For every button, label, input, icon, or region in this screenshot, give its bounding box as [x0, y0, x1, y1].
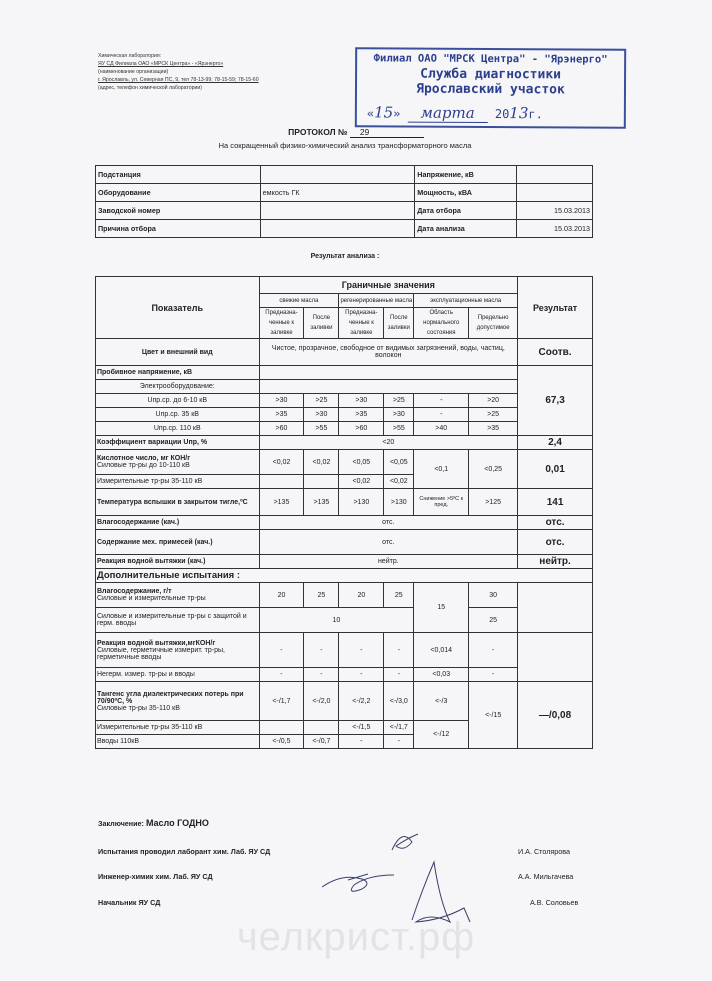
wr2-cell: - [304, 668, 339, 682]
protocol-label: ПРОТОКОЛ № [288, 127, 348, 137]
header-fresh-intended: Предназна-ченные к заливке [259, 308, 304, 339]
u3-cell: >35 [469, 422, 518, 436]
acid1-cell: <0,1 [414, 450, 469, 489]
tg3-cell: <-/0,7 [304, 735, 339, 749]
signature-name-3: А.В. Соловьев [530, 898, 579, 907]
protocol-number: 29 [350, 127, 424, 138]
u1-label: Uпр.ср. до 6-10 кВ [96, 394, 260, 408]
u1-cell: >30 [259, 394, 304, 408]
moist-sub1: Силовые и измерительные тр-ры [97, 595, 206, 602]
header-oper: эксплуатационные масла [414, 294, 518, 308]
lab-label: Химическая лаборатория: [98, 53, 162, 59]
substation-label: Подстанция [96, 166, 261, 184]
lab-address-note: (адрес, телефон химической лаборатории) [98, 85, 203, 91]
conclusion-label: Заключение: [98, 819, 144, 828]
u2-label: Uпр.ср. 35 кВ [96, 408, 260, 422]
sample-date-value: 15.03.2013 [517, 202, 593, 220]
u3-cell: >40 [414, 422, 469, 436]
stamp-line1: Филиал ОАО "МРСК Центра" - "Ярэнерго" [373, 52, 608, 66]
wr2-cell: - [384, 668, 414, 682]
acid1-cell: <0,02 [259, 450, 304, 475]
u3-cell: >60 [339, 422, 384, 436]
equip-label: Электрооборудование: [96, 380, 260, 394]
moisture-result: отс. [518, 516, 593, 530]
u2-cell: >25 [469, 408, 518, 422]
header-fresh-after: После заливки [304, 308, 339, 339]
wr1-cell: - [339, 633, 384, 668]
color-result: Соотв. [518, 339, 593, 366]
wr-label: Реакция водной вытяжки,мгКОН/г [97, 639, 216, 647]
u2-cell: >30 [384, 408, 414, 422]
moist1-cell: 20 [339, 583, 384, 608]
acid-label: Кислотное число, мг КОН/г [97, 455, 191, 462]
tg3-cell: - [339, 735, 384, 749]
signature-name-1: И.А. Столярова [518, 847, 571, 856]
wr-sub1: Силовые, герметичные измерит. тр-ры, герметичные вводы [97, 646, 225, 661]
mech-limit: отс. [259, 530, 518, 555]
analysis-date-label: Дата анализа [415, 220, 517, 238]
acid1-cell: <0,02 [304, 450, 339, 475]
flash-label: Температура вспышки в закрытом тигле,ºС [96, 489, 260, 516]
serial-label: Заводской номер [96, 202, 261, 220]
u1-cell: >25 [384, 394, 414, 408]
tg1-cell: <-/2,2 [339, 682, 384, 721]
wr1-cell: - [259, 633, 304, 668]
header-regen-after: После заливки [384, 308, 414, 339]
power-label: Мощность, кВА [415, 184, 517, 202]
lab-name: ЯУ СД Филиала ОАО «МРСК Центра» - «Ярэнерго» [98, 61, 224, 67]
moist1-cell: 25 [304, 583, 339, 608]
u2-cell: >35 [259, 408, 304, 422]
wr1-cell: - [384, 633, 414, 668]
reason-label: Причина отбора [96, 220, 261, 238]
header-regen-intended: Предназна-ченные к заливке [339, 308, 384, 339]
water-label: Реакция водной вытяжки (кач.) [96, 555, 260, 569]
stamp-day: 15 [374, 103, 394, 122]
acid2-cell: <0,02 [339, 475, 384, 489]
equipment-label: Оборудование [96, 184, 261, 202]
wr-sub2: Негерм. измер. тр-ры и вводы [96, 668, 260, 682]
moist1-cell: 20 [259, 583, 304, 608]
moist-gt-label: Влагосодержание, г/т [97, 588, 172, 595]
stamp-month: марта [420, 103, 475, 122]
signature-name-2: А.А. Мильгачева [518, 872, 574, 881]
wr2-cell: - [259, 668, 304, 682]
u1-cell: >30 [339, 394, 384, 408]
wr2-cell: <0,03 [414, 668, 469, 682]
wr1-cell: - [469, 633, 518, 668]
header-normal: Область нормального состояния [414, 308, 469, 339]
tg-sub1: Силовые тр-ры 35-110 кВ [97, 704, 180, 712]
signature-role-1: Испытания проводил лаборант хим. Лаб. ЯУ СД [98, 847, 271, 856]
u2-cell: - [414, 408, 469, 422]
stamp-year-g: г. [528, 107, 543, 122]
acid1-cell: <0,25 [469, 450, 518, 489]
equipment-value: емкость ГК [260, 184, 415, 202]
acid-result: 0,01 [518, 450, 593, 489]
moist-sub2: Силовые и измерительные тр-ры с защитой и герм. вводы [96, 608, 260, 633]
flash-cell: >130 [384, 489, 414, 516]
u1-cell: >20 [469, 394, 518, 408]
result-title: Результат анализа : [310, 253, 380, 260]
moist1-cell: 30 [469, 583, 518, 608]
wr1-cell: - [304, 633, 339, 668]
acid-sub2: Измерительные тр-ры 35-110 кВ [96, 475, 260, 489]
stamp-year-suffix: 13 [509, 104, 529, 123]
u2-cell: >35 [339, 408, 384, 422]
tg2-cell: <-/12 [414, 721, 469, 749]
variation-result: 2,4 [518, 436, 593, 450]
lab-address: г. Ярославль, ул. Северная ПС, 9, тел 78-13-99; 78-15-59; 78-15-60 [98, 77, 259, 83]
acid1-cell: <0,05 [339, 450, 384, 475]
tg1-cell: <-/3,0 [384, 682, 414, 721]
u3-cell: >55 [384, 422, 414, 436]
header-limits: Граничные значения [259, 277, 518, 294]
acid1-cell: <0,05 [384, 450, 414, 475]
u3-cell: >55 [304, 422, 339, 436]
moisture-label: Влагосодержание (кач.) [96, 516, 260, 530]
additional-title: Дополнительные испытания : [96, 569, 593, 583]
flash-cell: >135 [304, 489, 339, 516]
u1-cell: - [414, 394, 469, 408]
acid-sub1: Силовые тр-ры до 10-110 кВ [97, 462, 190, 469]
signature-role-3: Начальник ЯУ СД [98, 898, 161, 907]
protocol-subtitle: На сокращенный физико-химический анализ трансформаторного масла [218, 141, 472, 150]
water-result: нейтр. [518, 555, 593, 569]
stamp-line3: Ярославский участок [416, 81, 565, 98]
moist2-limit: 10 [259, 608, 414, 633]
tg1-cell: <-/15 [469, 682, 518, 749]
wr1-cell: <0,014 [414, 633, 469, 668]
color-limit: Чистое, прозрачное, свободное от видимых загрязнений, воды, частиц, волокон [259, 339, 518, 366]
header-regen: регенерированные масла [339, 294, 414, 308]
watermark: челкрист.рф [236, 915, 476, 959]
breakdown-label: Пробивное напряжение, кВ [96, 366, 260, 380]
tg1-cell: <-/1,7 [259, 682, 304, 721]
voltage-label: Напряжение, кВ [415, 166, 517, 184]
wr2-cell: - [469, 668, 518, 682]
header-indicator: Показатель [96, 277, 260, 339]
header-result: Результат [518, 277, 593, 339]
u3-cell: >60 [259, 422, 304, 436]
tg2-cell: <-/1,5 [339, 721, 384, 735]
analysis-date-value: 15.03.2013 [517, 220, 593, 238]
stamp-date: «15» марта 2013г. [366, 103, 543, 123]
water-limit: нейтр. [259, 555, 518, 569]
tg1-cell: <-/3 [414, 682, 469, 721]
stamp-line2: Служба диагностики [420, 66, 562, 83]
tg3-cell: <-/0,5 [259, 735, 304, 749]
flash-cell: Снижение >5ºС к пред. [414, 489, 469, 516]
flash-cell: >135 [259, 489, 304, 516]
signature-mark-3 [412, 862, 470, 922]
sample-date-label: Дата отбора [415, 202, 517, 220]
variation-label: Коэффициент вариации Uпр, % [96, 436, 260, 450]
header-max: Предельно допустимое [469, 308, 518, 339]
tg-label: Тангенс угла диэлектрических потерь при 70/90ºС, % [97, 690, 244, 705]
wr2-cell: - [339, 668, 384, 682]
flash-cell: >130 [339, 489, 384, 516]
mech-label: Содержание мех. примесей (кач.) [96, 530, 260, 555]
conclusion-value: Масло ГОДНО [145, 818, 209, 828]
tg-sub3: Вводы 110кВ [96, 735, 260, 749]
lab-name-note: (наименование организации) [98, 69, 169, 75]
moist2-max: 25 [469, 608, 518, 633]
tg1-cell: <-/2,0 [304, 682, 339, 721]
acid2-cell: <0,02 [384, 475, 414, 489]
signature-mark-2 [322, 874, 394, 891]
u1-cell: >25 [304, 394, 339, 408]
flash-result: 141 [518, 489, 593, 516]
tg-sub2: Измерительные тр-ры 35-110 кВ [96, 721, 260, 735]
flash-cell: >125 [469, 489, 518, 516]
moist1-cell: 25 [384, 583, 414, 608]
variation-limit: <20 [259, 436, 518, 450]
moisture-limit: отс. [259, 516, 518, 530]
u3-label: Uпр.ср. 110 кВ [96, 422, 260, 436]
color-label: Цвет и внешний вид [96, 339, 260, 366]
tg2-cell: <-/1,7 [384, 721, 414, 735]
signature-role-2: Инженер-химик хим. Лаб. ЯУ СД [98, 872, 213, 881]
u2-cell: >30 [304, 408, 339, 422]
tg-result: —/0,08 [518, 682, 593, 749]
moist1-cell: 15 [414, 583, 469, 633]
stamp-year-prefix: 20 [494, 107, 510, 122]
mech-result: отс. [518, 530, 593, 555]
breakdown-result: 67,3 [518, 366, 593, 436]
tg3-cell: - [384, 735, 414, 749]
signature-mark-1 [392, 834, 418, 850]
header-fresh: свежие масла [259, 294, 339, 308]
